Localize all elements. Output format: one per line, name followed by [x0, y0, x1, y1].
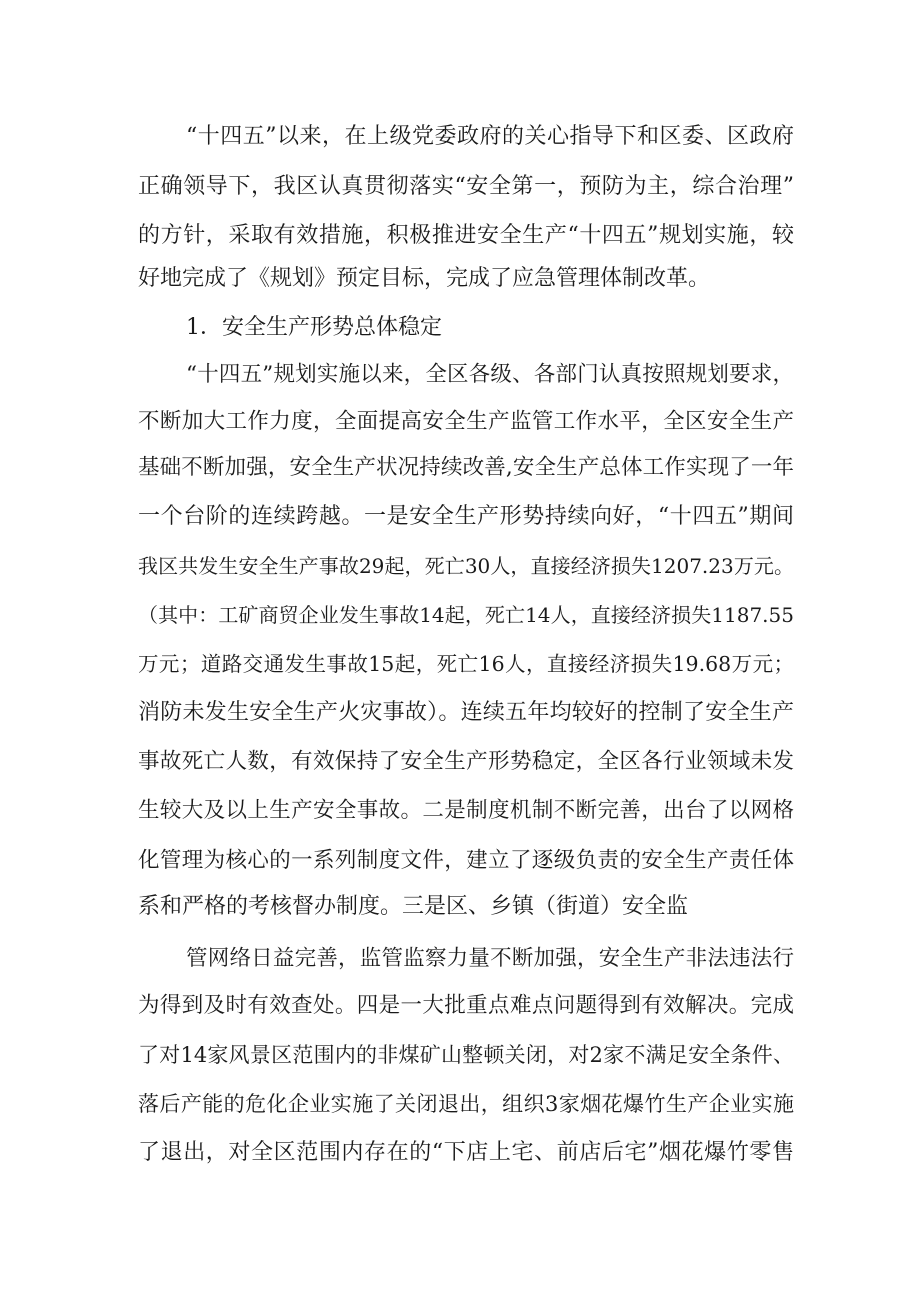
paragraph-3-line-3: 了对14家风景区范围内的非煤矿山整顿关闭，对2家不满足安全条件、 — [138, 1043, 794, 1067]
section-heading: 1．安全生产形势总体稳定 — [186, 315, 442, 340]
paragraph-2-line-12: 系和严格的考核督办制度。三是区、乡镇（街道）安全监 — [138, 894, 689, 919]
paragraph-2-line-7: 万元；道路交通发生事故15起，死亡16人，直接经济损失19.68万元； — [138, 652, 794, 676]
paragraph-3-line-2: 为得到及时有效查处。四是一大批重点难点问题得到有效解决。完成 — [138, 993, 794, 1018]
paragraph-2-line-4: 一个台阶的连续跨越。一是安全生产形势持续向好，“十四五”期间 — [138, 504, 794, 529]
paragraph-2-line-2: 不断加大工作力度，全面提高安全生产监管工作水平，全区安全生产 — [138, 409, 794, 434]
paragraph-3-line-5: 了退出，对全区范围内存在的“下店上宅、前店后宅”烟花爆竹零售 — [138, 1140, 794, 1165]
paragraph-2-line-8: 消防未发生安全生产火灾事故）。连续五年均较好的控制了安全生产 — [138, 700, 794, 725]
paragraph-1-line-1: “十四五”以来，在上级党委政府的关心指导下和区委、区政府 — [186, 124, 794, 149]
paragraph-1-line-3: 的方针，采取有效措施，积极推进安全生产“十四五”规划实施，较 — [138, 223, 794, 248]
paragraph-2-line-11: 化管理为核心的一系列制度文件，建立了逐级负责的安全生产责任体 — [138, 848, 794, 873]
paragraph-1-line-2: 正确领导下，我区认真贯彻落实“安全第一，预防为主，综合治理” — [138, 174, 794, 199]
paragraph-2-line-5: 我区共发生安全生产事故29起，死亡30人，直接经济损失1207.23万元。 — [138, 554, 794, 578]
paragraph-3-line-1: 管网络日益完善，监管监察力量不断加强，安全生产非法违法行 — [186, 946, 794, 971]
paragraph-2-line-10: 生较大及以上生产安全事故。二是制度机制不断完善，出台了以网格 — [138, 798, 794, 823]
paragraph-2-line-3: 基础不断加强，安全生产状况持续改善,安全生产总体工作实现了一年 — [138, 455, 794, 480]
paragraph-1-line-4: 好地完成了《规划》预定目标，完成了应急管理体制改革。 — [138, 266, 711, 291]
paragraph-2-line-1: “十四五”规划实施以来，全区各级、各部门认真按照规划要求， — [186, 362, 794, 387]
paragraph-3-line-4: 落后产能的危化企业实施了关闭退出，组织3家烟花爆竹生产企业实施 — [138, 1092, 794, 1116]
paragraph-2-line-9: 事故死亡人数，有效保持了安全生产形势稳定，全区各行业领域未发 — [138, 749, 794, 774]
paragraph-2-line-6: （其中：工矿商贸企业发生事故14起，死亡14人，直接经济损失1187.55 — [138, 603, 794, 627]
